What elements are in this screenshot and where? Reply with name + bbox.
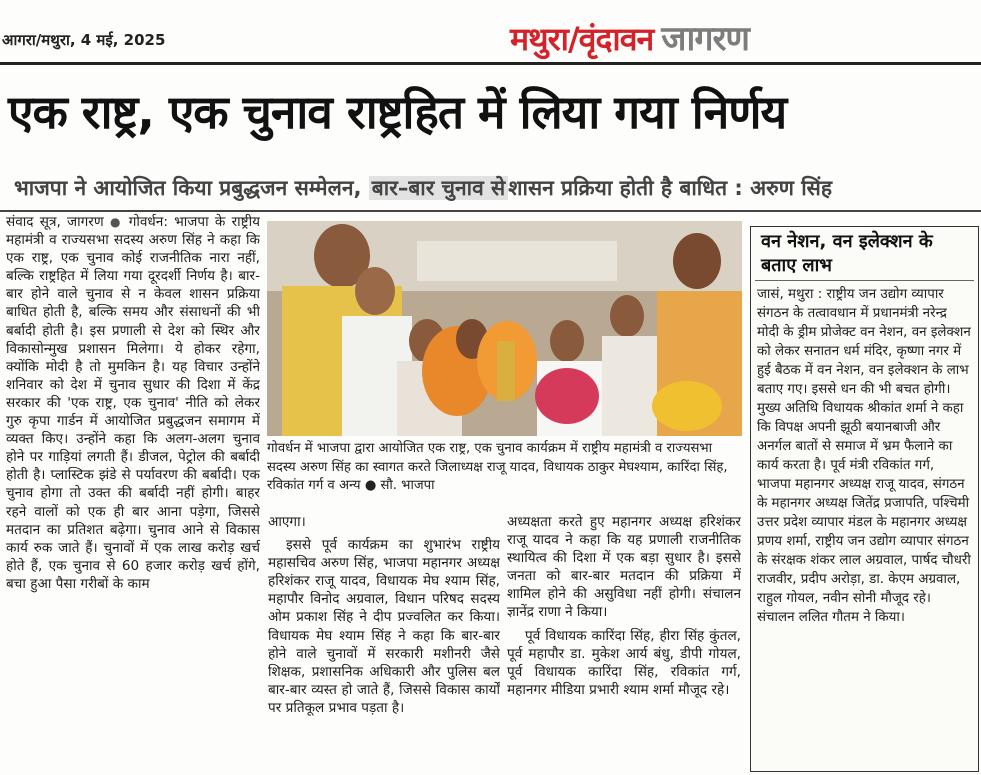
article-column-3	[507, 513, 741, 773]
paragraph-continued: आएगा।	[268, 514, 306, 530]
news-photo	[267, 221, 742, 436]
sidebar-body: जासं, मथुरा : राष्ट्रीय जन उद्योग व्यापार संगठन के तत्वावधान में प्रधानमंत्री नरेन्द्र मोदी के ड्रीम प्रोजेक्ट वन नेशन, वन इलेक्शन को लेकर सनातन धर्म मंदिर, कृष्णा नगर में हुई बैठक में वन नेशन, वन इलेक्शन के लाभ बताए गए। इससे धन की भी बचत होगी। मुख्य अतिथि विधायक श्रीकांत शर्मा ने कहा कि विपक्ष अपनी झूठी बयानबाजी और अनर्गल बातों से समाज में भ्रम फैलाने का कार्य करता है। पूर्व मंत्री रविकांत गर्ग, भाजपा महानगर अध्यक्ष राजू यादव, संगठन के महानगर अध्यक्ष जितेंद्र प्रजापति, पश्चिमी उत्तर प्रदेश व्यापार मंडल के महानगर अध्यक्ष प्रणय शर्मा, राष्ट्रीय जन उद्योग व्यापार संगठन के संरक्षक शंकर लाल अग्रवाल, पार्षद चौधरी राजवीर, प्रदीप अरोड़ा, डा. केएम अग्रवाल, राहुल गोयल, नवीन सोनी मौजूद रहे। संचालन ललित गौतम ने किया।	[757, 287, 971, 625]
masthead-edition: मथुरा/वृंदावन	[510, 20, 654, 58]
photo-illustration	[267, 221, 742, 436]
sidebar-article	[750, 226, 979, 772]
dateline: आगरा/मथुरा, 4 मई, 2025	[2, 31, 166, 49]
masthead-paper: जागरण	[661, 19, 749, 59]
paragraph-text: भाजपा के राष्ट्रीय महामंत्री व राज्यसभा सदस्य अरुण सिंह ने कहा कि एक राष्ट्र, एक चुनाव कोई राजनीतिक नारा नहीं, बल्कि राष्ट्रहित में लिया गया दूरदर्शी निर्णय है। बार-बार होने वाले चुनाव से न केवल शासन प्रक्रिया बाधित होती है, बल्कि समय और संसाधनों की भी बर्बादी होती है। इस प्रणाली से देश को स्थिर और विकासोन्मुख प्रशासन मिलेगा। ये होकर रहेगा, क्योंकि मोदी है तो मुमकिन है। यह विचार उन्होंने शनिवार को देश में चुनाव सुधार की दिशा में केंद्र सरकार की 'एक राष्ट्र, एक चुनाव' नीति को लेकर गुरु कृपा गार्डन में आयोजित प्रबुद्धजन समागम में व्यक्त किए। उन्होंने कहा कि अलग-अलग चुनाव होने पर गाड़ियां लगती हैं। डीजल, पेट्रोल की बर्बादी होती है। प्लास्टिक झंडे से पर्यावरण की बर्बादी। एक चुनाव होगा तो उक्त की बर्बादी नहीं होगी। बाहर रहने वालों को एक ही बार आना पड़ेगा, जिससे मतदान का प्रतिशत बढ़ेगा। चुनाव आने से विकास कार्य रुक जाते हैं। चुनावों में एक लाख करोड़ खर्च होते हैं, एक चुनाव से 60 हजार करोड़ खर्च होंगे, बचा हुआ पैसा गरीबों के काम	[6, 214, 260, 592]
bullet-icon: ●	[109, 215, 123, 229]
section-rule	[0, 210, 981, 212]
byline: संवाद सूत्र, जागरण	[6, 214, 104, 230]
sidebar-title: वन नेशन, वन इलेक्शन के बताए लाभ	[755, 227, 974, 281]
paragraph-text: पूर्व विधायक कारिंदा सिंह, हीरा सिंह कुंतल, पूर्व महापौर डा. मुकेश आर्य बंधु, डीपी गोयल, पूर्व विधायक कारिंदा सिंह, रविकांत गर्ग, महानगर मीडिया प्रभारी श्याम शर्मा मौजूद रहे।	[507, 627, 741, 698]
subhead-highlight: बार–बार चुनाव से	[369, 176, 508, 200]
masthead	[510, 14, 749, 60]
dateline-location: गोवर्धन:	[128, 214, 168, 230]
paragraph-text: इससे पूर्व कार्यक्रम का शुभारंभ राष्ट्रीय महासचिव अरुण सिंह, भाजपा महानगर अध्यक्ष हरिशंकर राजू यादव, विधायक मेघ श्याम सिंह, महापौर विनोद अग्रवाल, विधान परिषद सदस्य ओम प्रकाश सिंह ने दीप प्रज्वलित कर किया। विधायक मेघ श्याम सिंह ने कहा कि बार-बार होने वाले चुनावों में सरकारी मशीनरी जैसे शिक्षक, प्रशासनिक अधिकारी और पुलिस बल बार-बार व्यस्त हो जाते हैं, जिससे विकास कार्यों पर प्रतिकूल प्रभाव पड़ता है।	[268, 537, 500, 716]
paragraph-text: अध्यक्षता करते हुए महानगर अध्यक्ष हरिशंकर राजू यादव ने कहा कि यह प्रणाली राजनीतिक स्थायित्व की दिशा में एक बड़ा सुधार है। इससे जनता को बार-बार मतदान की प्रक्रिया में शामिल होने की असुविधा नहीं होगी। संचालन ज्ञानेंद्र राणा ने किया।	[507, 514, 741, 621]
photo-caption: गोवर्धन में भाजपा द्वारा आयोजित एक राष्ट्र, एक चुनाव कार्यक्रम में राष्ट्रीय महामंत्री व राज्यसभा सदस्य अरुण सिंह का स्वागत करते जिलाध्यक्ष राजू यादव, विधायक ठाकुर मेघश्याम, कारिंदा सिंह, रविकांत गर्ग व अन्य ● सौ. भाजपा	[267, 441, 728, 493]
subhead-part2: शासन प्रक्रिया होती है बाधित : अरुण सिंह	[508, 176, 833, 200]
article-lead-paragraph	[6, 213, 260, 593]
top-rule	[0, 62, 981, 65]
subhead-part1: भाजपा ने आयोजित किया प्रबुद्धजन सम्मेलन,	[14, 176, 362, 200]
article-column-1	[6, 213, 260, 773]
headline: एक राष्ट्र, एक चुनाव राष्ट्रहित में लिया गया निर्णय	[8, 85, 787, 139]
subheadline	[14, 172, 974, 204]
article-column-2	[268, 513, 500, 773]
